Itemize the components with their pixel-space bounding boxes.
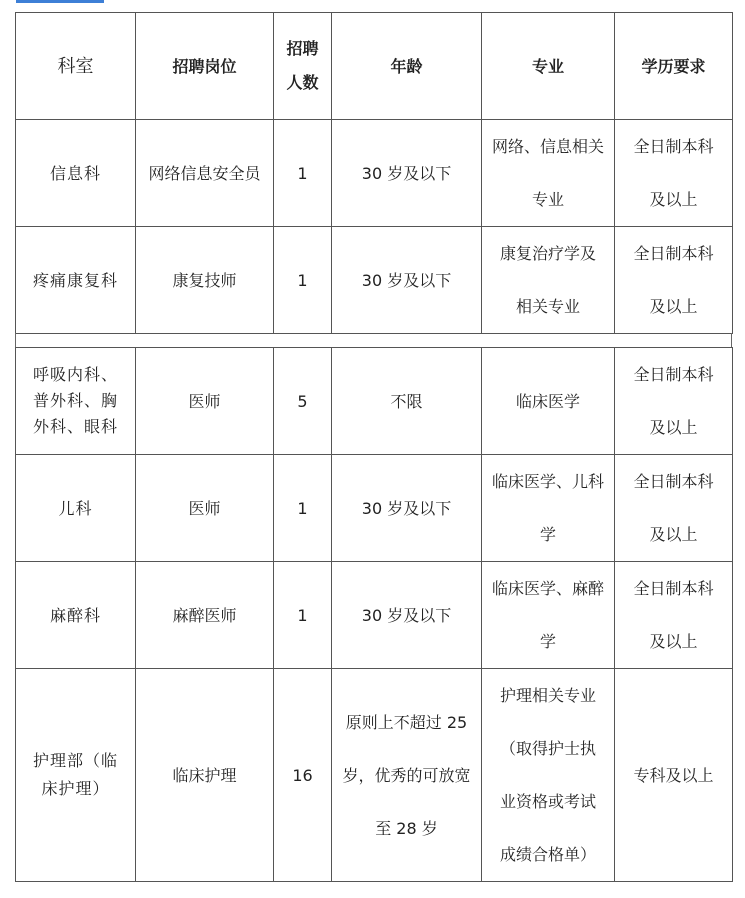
cell-dept-line: 呼吸内科、 bbox=[32, 365, 118, 384]
cell-education bbox=[615, 669, 733, 882]
cell-major-line: （取得护士执 bbox=[499, 739, 596, 758]
cell-dept-line: 护理部（临 bbox=[32, 751, 118, 770]
cell-count: 1 bbox=[274, 120, 332, 227]
cell-dept-line: 儿科 bbox=[58, 498, 93, 518]
cell-age: 30 岁及以下 bbox=[332, 562, 482, 669]
header-education: 学历要求 bbox=[615, 13, 733, 120]
cell-dept bbox=[16, 669, 136, 882]
cell-major-line: 相关专业 bbox=[515, 297, 580, 316]
cell-count: 16 bbox=[274, 669, 332, 882]
recruitment-table-top bbox=[15, 12, 733, 334]
cell-major-line: 临床医学 bbox=[515, 391, 580, 411]
cell-education-line: 及以上 bbox=[649, 525, 698, 544]
table-gap-border-left bbox=[15, 333, 16, 347]
cell-count: 1 bbox=[274, 455, 332, 562]
cell-major bbox=[482, 562, 615, 669]
cell-dept bbox=[16, 562, 136, 669]
cell-major-line: 学 bbox=[539, 632, 556, 651]
cell-education bbox=[615, 227, 733, 334]
cell-age: 30 岁及以下 bbox=[332, 120, 482, 227]
cell-dept-line: 麻醉科 bbox=[49, 605, 101, 625]
cell-major bbox=[482, 348, 615, 455]
cell-education-line: 及以上 bbox=[649, 418, 698, 437]
cell-age bbox=[332, 669, 482, 882]
cell-age-line: 原则上不超过 25 bbox=[345, 712, 468, 732]
cell-education bbox=[615, 120, 733, 227]
header-position: 招聘岗位 bbox=[136, 13, 274, 120]
cell-major-line: 护理相关专业 bbox=[499, 686, 596, 705]
table-row bbox=[16, 227, 733, 334]
cell-education-line: 全日制本科 bbox=[633, 137, 714, 156]
table-row bbox=[16, 669, 733, 882]
table-row bbox=[16, 562, 733, 669]
cell-education bbox=[615, 348, 733, 455]
cell-position: 麻醉医师 bbox=[136, 562, 274, 669]
cell-major-line: 成绩合格单） bbox=[499, 845, 596, 864]
header-row bbox=[16, 13, 733, 120]
cell-major bbox=[482, 227, 615, 334]
cell-position: 网络信息安全员 bbox=[136, 120, 274, 227]
cell-major bbox=[482, 669, 615, 882]
header-count bbox=[274, 13, 332, 120]
cell-major-line: 网络、信息相关 bbox=[491, 137, 604, 156]
cell-education bbox=[615, 562, 733, 669]
cell-position: 医师 bbox=[136, 455, 274, 562]
table-row bbox=[16, 120, 733, 227]
cell-major bbox=[482, 120, 615, 227]
cell-education-line: 专科及以上 bbox=[633, 765, 714, 785]
header-count-line2: 人数 bbox=[286, 73, 319, 92]
cell-education bbox=[615, 455, 733, 562]
table-row bbox=[16, 348, 733, 455]
header-dept: 科室 bbox=[16, 13, 136, 120]
cell-major-line: 专业 bbox=[531, 190, 564, 209]
cell-dept-line: 床护理） bbox=[41, 779, 110, 798]
table-gap-border-right bbox=[731, 333, 732, 347]
cell-education-line: 全日制本科 bbox=[633, 579, 714, 598]
cell-count: 1 bbox=[274, 562, 332, 669]
cell-dept bbox=[16, 348, 136, 455]
cell-count: 5 bbox=[274, 348, 332, 455]
cell-major-line: 学 bbox=[539, 525, 556, 544]
header-age: 年龄 bbox=[332, 13, 482, 120]
cell-dept-line: 外科、眼科 bbox=[32, 417, 118, 436]
recruitment-table-bottom bbox=[15, 347, 733, 882]
cell-age: 30 岁及以下 bbox=[332, 455, 482, 562]
cell-age: 30 岁及以下 bbox=[332, 227, 482, 334]
cell-dept: 疼痛康复科 bbox=[16, 227, 136, 334]
cell-education-line: 全日制本科 bbox=[633, 244, 714, 263]
header-count-line1: 招聘 bbox=[286, 39, 319, 58]
cell-age-line: 至 28 岁 bbox=[375, 818, 438, 838]
cell-education-line: 及以上 bbox=[649, 190, 698, 209]
cell-major-line: 业资格或考试 bbox=[499, 792, 596, 811]
cell-age-line: 岁，优秀的可放宽 bbox=[342, 765, 471, 785]
cell-education-line: 及以上 bbox=[649, 632, 698, 651]
cell-education-line: 全日制本科 bbox=[633, 472, 714, 491]
cell-count: 1 bbox=[274, 227, 332, 334]
cell-major-line: 康复治疗学及 bbox=[499, 244, 596, 263]
cell-major-line: 临床医学、儿科 bbox=[491, 472, 604, 491]
cell-major-line: 临床医学、麻醉 bbox=[491, 579, 604, 598]
top-accent-bar bbox=[16, 0, 104, 3]
cell-dept bbox=[16, 455, 136, 562]
cell-position: 医师 bbox=[136, 348, 274, 455]
cell-position: 康复技师 bbox=[136, 227, 274, 334]
cell-education-line: 及以上 bbox=[649, 297, 698, 316]
cell-age: 不限 bbox=[332, 348, 482, 455]
cell-dept: 信息科 bbox=[16, 120, 136, 227]
header-major: 专业 bbox=[482, 13, 615, 120]
cell-education-line: 全日制本科 bbox=[633, 365, 714, 384]
cell-major bbox=[482, 455, 615, 562]
cell-dept-line: 普外科、胸 bbox=[32, 391, 118, 410]
cell-position: 临床护理 bbox=[136, 669, 274, 882]
table-row bbox=[16, 455, 733, 562]
